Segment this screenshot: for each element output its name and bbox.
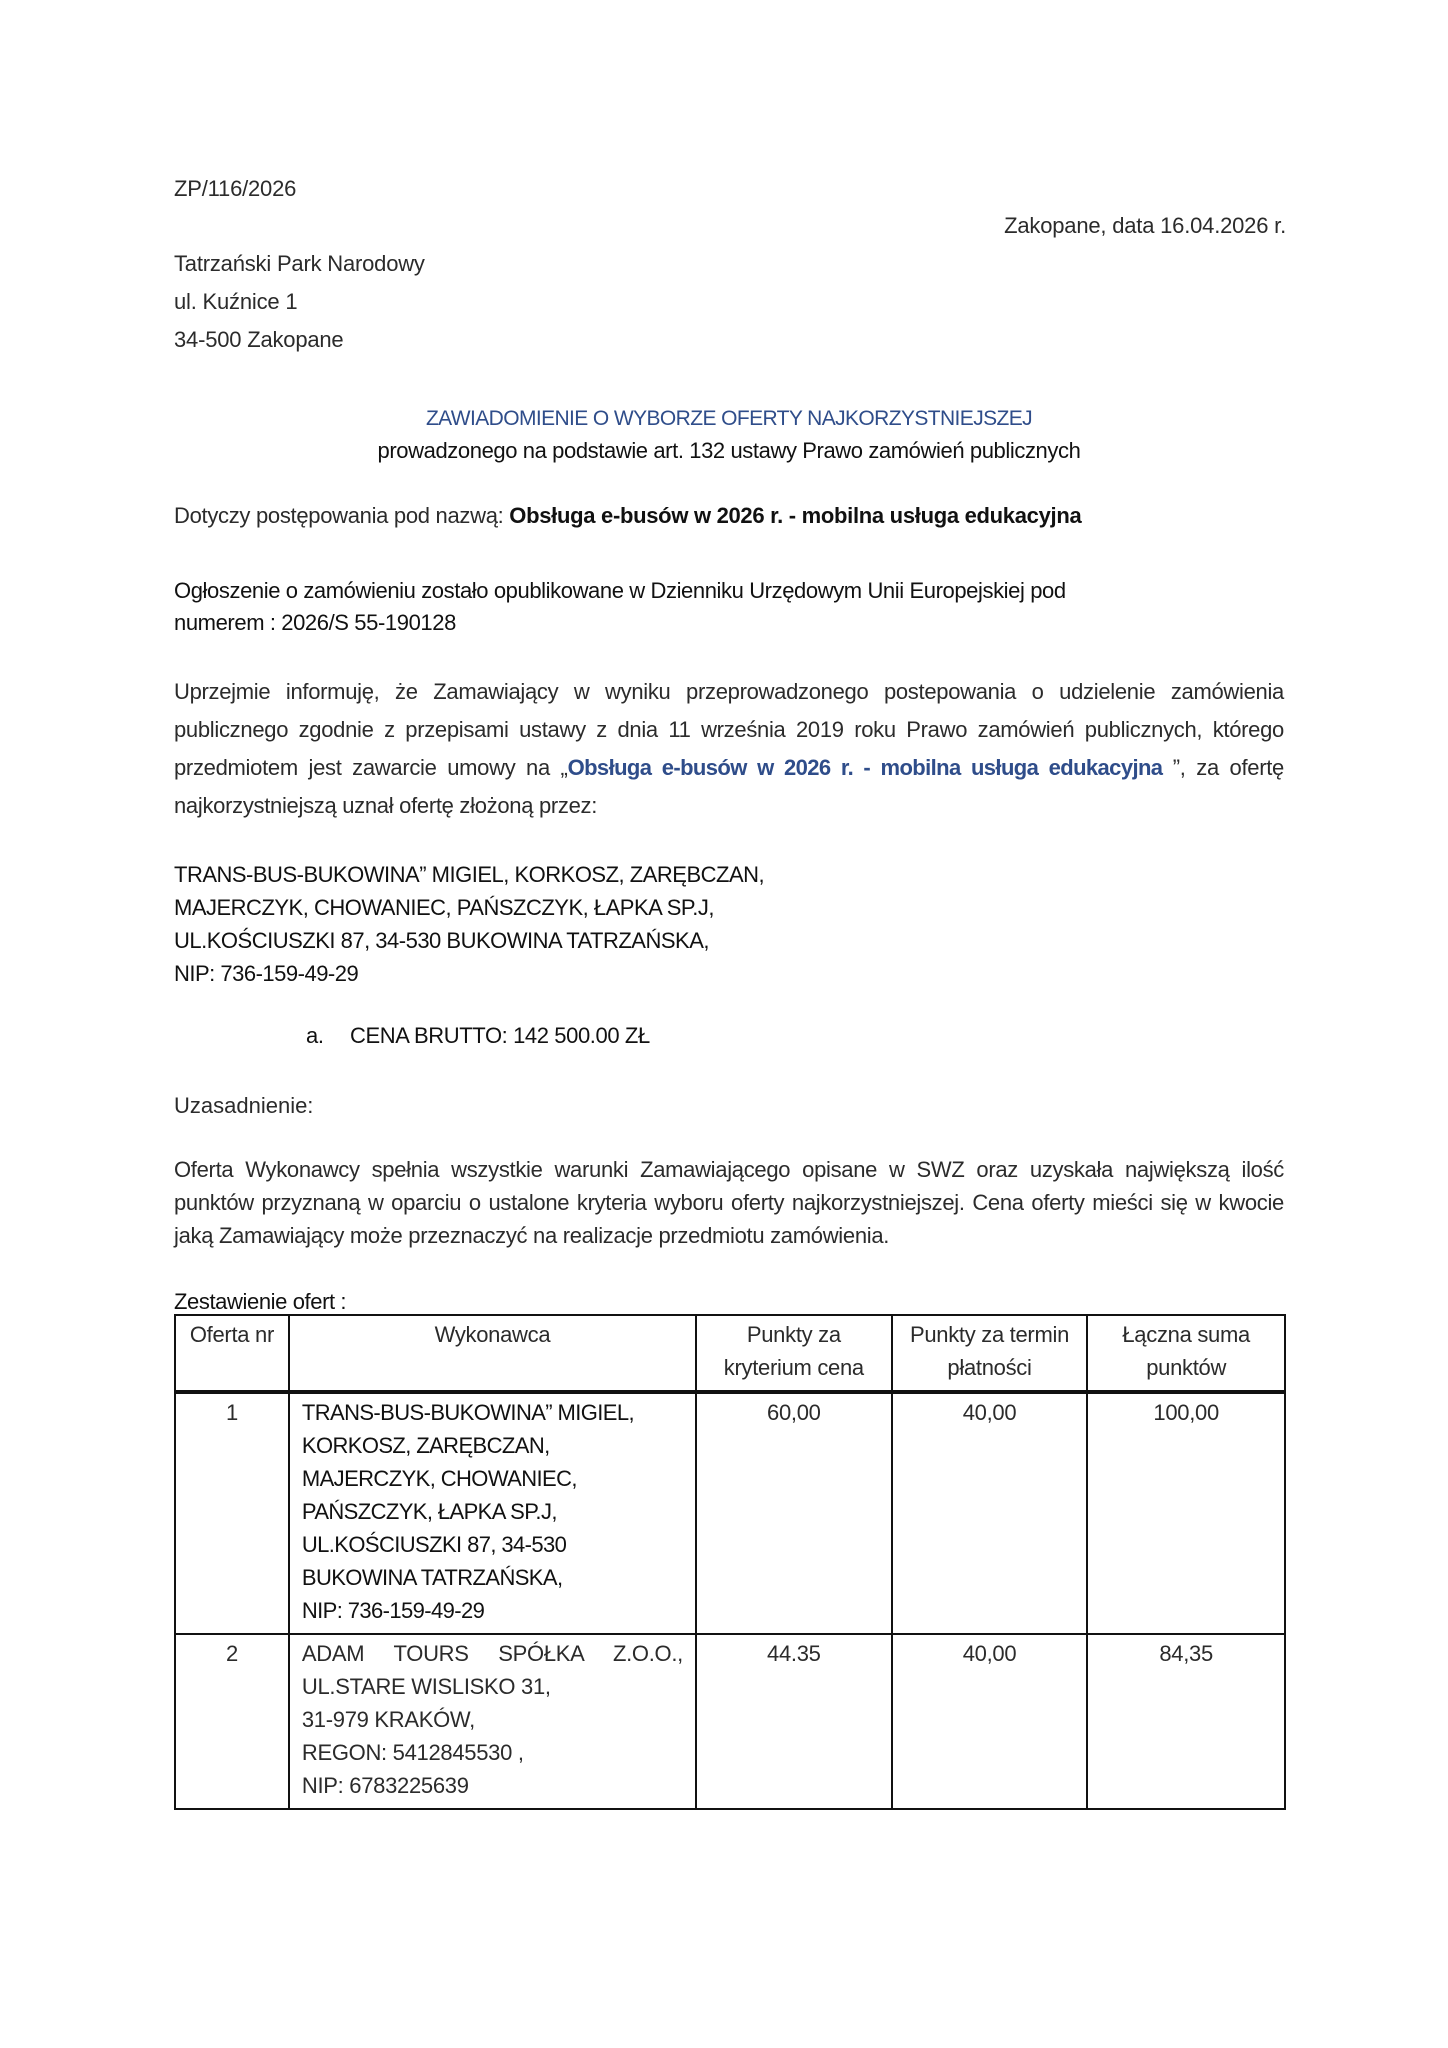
place-date: Zakopane, data 16.04.2026 r. [1004, 213, 1286, 238]
contractor-line: ADAM TOURS SPÓŁKA Z.O.O., [301, 1641, 683, 1666]
cell-total-points: 84,35 [1087, 1634, 1285, 1809]
header-total-points: Łączna suma punktów [1087, 1315, 1285, 1392]
header-contractor: Wykonawca [289, 1315, 696, 1392]
announcement-line-1: Ogłoszenie o zamówieniu zostało opublikowane w Dzienniku Urzędowym Unii Europejskiej pod [174, 578, 1066, 603]
gross-price [306, 1020, 650, 1052]
info-highlight: Obsługa e-busów w 2026 r. - mobilna usługa edukacyjna [567, 755, 1173, 780]
winner-line-2: MAJERCZYK, CHOWANIEC, PAŃSZCZYK, ŁAPKA SP.J, [174, 895, 714, 920]
sender-city: 34-500 Zakopane [174, 327, 344, 352]
contractor-line: REGON: 5412845530 , [301, 1740, 524, 1765]
procedure-subject [174, 500, 1284, 532]
winner-line-1: TRANS-BUS-BUKOWINA” MIGIEL, KORKOSZ, ZARĘBCZAN, [174, 862, 765, 887]
info-text-2: ”, za ofertę najkorzystniejszą uznał ofertę złożoną przez: [174, 755, 1284, 818]
header-payment-points: Punkty za termin płatności [892, 1315, 1088, 1392]
contractor-line: MAJERCZYK, CHOWANIEC, [301, 1466, 577, 1491]
cell-total-points: 100,00 [1087, 1392, 1285, 1634]
justification-text: Oferta Wykonawcy spełnia wszystkie warunki Zamawiającego opisane w SWZ oraz uzyskała największą ilość punktów przyznaną w oparciu o ustalone kryteria wyboru oferty najkorzystniejszej. Cena oferty mieści się w kwocie jaką Zamawiający może przeznaczyć na realizacje przedmiotu zamówienia. [174, 1157, 1284, 1248]
announcement-line-2: numerem : 2026/S 55-190128 [174, 610, 456, 635]
subject-value: Obsługa e-busów w 2026 r. - mobilna usługa edukacyjna [509, 503, 1082, 528]
winner-line-3: UL.KOŚCIUSZKI 87, 34-530 BUKOWINA TATRZAŃSKA, [174, 928, 709, 953]
contractor-line: NIP: 6783225639 [301, 1773, 469, 1798]
document-subtitle: prowadzonego na podstawie art. 132 ustawy Prawo zamówień publicznych [377, 438, 1081, 463]
cell-offer-no: 2 [175, 1634, 289, 1809]
offers-table [174, 1314, 1286, 1810]
contractor-line: KORKOSZ, ZARĘBCZAN, [301, 1433, 550, 1458]
header-price-points: Punkty za kryterium cena [696, 1315, 892, 1392]
info-text-1: Uprzejmie informuję, że Zamawiający w wyniku przeprowadzonego postepowania o udzielenie zamówienia publicznego zgodnie z przepisami ustawy z dnia 11 września 2019 roku Prawo zamówień publicznych, którego przedmiotem jest zawarcie umowy na „ [174, 679, 1284, 780]
summary-label: Zestawienie ofert : [174, 1289, 347, 1314]
winner-line-4: NIP: 736-159-49-29 [174, 961, 359, 986]
table-row [175, 1634, 1285, 1809]
justification-label: Uzasadnienie: [174, 1093, 314, 1118]
cell-payment-points: 40,00 [892, 1392, 1088, 1634]
contractor-line: PAŃSZCZYK, ŁAPKA SP.J, [301, 1499, 557, 1524]
cell-payment-points: 40,00 [892, 1634, 1088, 1809]
info-paragraph [174, 673, 1284, 825]
sender-address [174, 245, 425, 359]
contractor-line: NIP: 736-159-49-29 [301, 1598, 485, 1623]
cell-price-points: 60,00 [696, 1392, 892, 1634]
table-header-row [175, 1315, 1285, 1392]
cell-price-points: 44.35 [696, 1634, 892, 1809]
price-text: CENA BRUTTO: 142 500.00 ZŁ [350, 1023, 650, 1048]
cell-contractor [289, 1392, 696, 1634]
contractor-line: TRANS-BUS-BUKOWINA” MIGIEL, [301, 1400, 635, 1425]
cell-contractor [289, 1634, 696, 1809]
reference-number: ZP/116/2026 [174, 176, 297, 201]
announcement [174, 575, 1284, 639]
sender-name: Tatrzański Park Narodowy [174, 251, 425, 276]
sender-street: ul. Kuźnice 1 [174, 289, 298, 314]
contractor-line: BUKOWINA TATRZAŃSKA, [301, 1565, 563, 1590]
cell-offer-no: 1 [175, 1392, 289, 1634]
document-title: ZAWIADOMIENIE O WYBORZE OFERTY NAJKORZYSTNIEJSZEJ [425, 407, 1033, 430]
header-offer-no: Oferta nr [175, 1315, 289, 1392]
title-block [174, 403, 1284, 467]
contractor-line: UL.KOŚCIUSZKI 87, 34-530 [301, 1532, 567, 1557]
winner-block [174, 858, 1284, 990]
list-marker: a. [306, 1023, 324, 1048]
contractor-line: 31-979 KRAKÓW, [301, 1707, 475, 1732]
subject-label: Dotyczy postępowania pod nazwą: [174, 503, 510, 528]
table-row [175, 1392, 1285, 1634]
contractor-line: UL.STARE WISLISKO 31, [301, 1674, 551, 1699]
